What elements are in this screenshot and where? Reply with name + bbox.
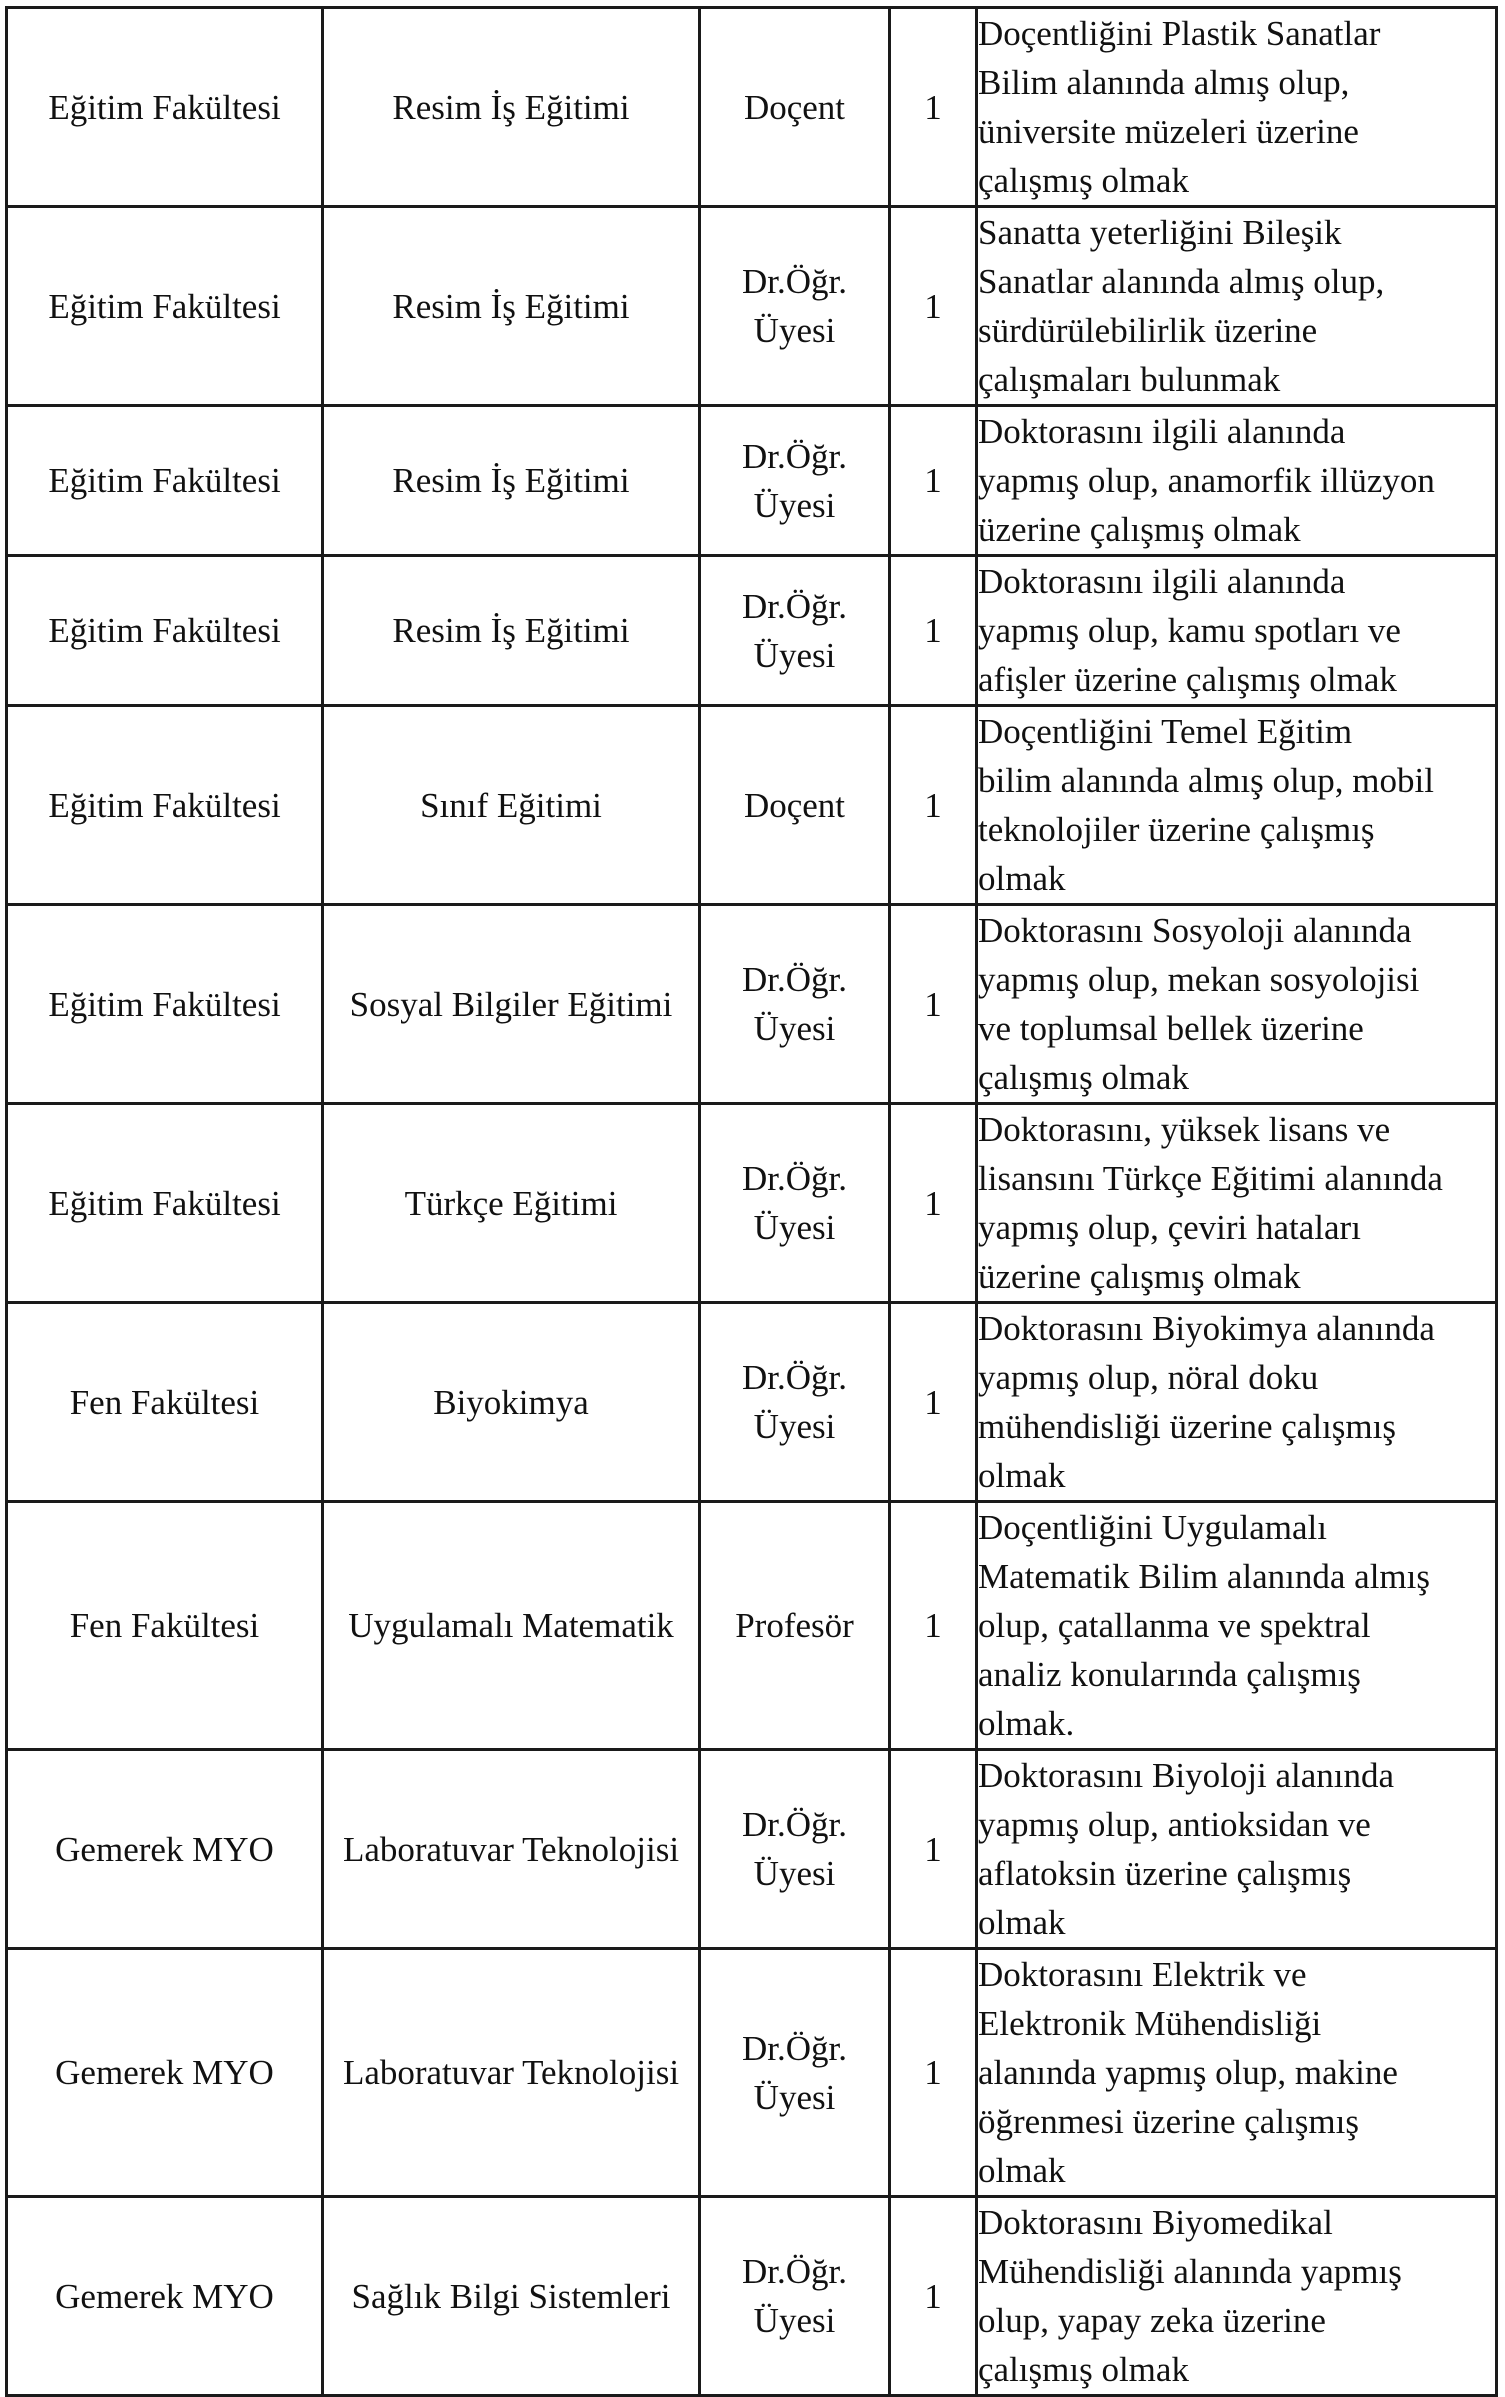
title-line: Dr.Öğr.	[742, 586, 847, 626]
faculty-cell: Fen Fakültesi	[7, 1303, 323, 1502]
description-line: Doktorasını ilgili alanında	[978, 412, 1346, 451]
count-cell: 1	[890, 1750, 977, 1949]
description-line: Sanatlar alanında almış olup,	[978, 262, 1385, 301]
count-cell: 1	[890, 1502, 977, 1750]
count-cell: 1	[890, 905, 977, 1104]
description-line: Sanatta yeterliğini Bileşik	[978, 213, 1342, 252]
department-cell: Sınıf Eğitimi	[323, 706, 700, 905]
description-line: Matematik Bilim alanında almış	[978, 1557, 1430, 1596]
faculty-cell: Gemerek MYO	[7, 1949, 323, 2197]
department-cell: Laboratuvar Teknolojisi	[323, 1750, 700, 1949]
description-line: Doktorasını, yüksek lisans ve	[978, 1110, 1391, 1149]
description-line: Doçentliğini Uygulamalı	[978, 1508, 1327, 1547]
description-line: Doktorasını Biyokimya alanında	[978, 1309, 1435, 1348]
department-cell: Resim İş Eğitimi	[323, 406, 700, 556]
faculty-cell: Gemerek MYO	[7, 2197, 323, 2396]
description-line: Doktorasını Biyomedikal	[978, 2203, 1333, 2242]
count-cell: 1	[890, 556, 977, 706]
description-cell	[977, 1502, 1497, 1750]
table-row	[7, 1104, 1497, 1303]
count-cell: 1	[890, 207, 977, 406]
department-cell: Uygulamalı Matematik	[323, 1502, 700, 1750]
description-line: Doktorasını Sosyoloji alanında	[978, 911, 1412, 950]
description-cell	[977, 556, 1497, 706]
table-row	[7, 8, 1497, 207]
faculty-cell: Eğitim Fakültesi	[7, 8, 323, 207]
department-cell: Resim İş Eğitimi	[323, 556, 700, 706]
table-row	[7, 1303, 1497, 1502]
title-line: Üyesi	[753, 1208, 836, 1247]
description-line: ve toplumsal bellek üzerine	[978, 1009, 1364, 1048]
description-cell	[977, 1949, 1497, 2197]
description-line: teknolojiler üzerine çalışmış	[978, 810, 1375, 849]
description-cell	[977, 1303, 1497, 1502]
title-cell	[700, 905, 890, 1104]
description-line: Doçentliğini Plastik Sanatlar	[978, 14, 1381, 53]
department-cell: Sosyal Bilgiler Eğitimi	[323, 905, 700, 1104]
faculty-cell: Eğitim Fakültesi	[7, 556, 323, 706]
faculty-cell: Eğitim Fakültesi	[7, 905, 323, 1104]
positions-table-body	[7, 8, 1497, 2396]
table-row	[7, 1502, 1497, 1750]
description-line: yapmış olup, nöral doku	[978, 1358, 1319, 1397]
table-row	[7, 706, 1497, 905]
description-line: yapmış olup, anamorfik illüzyon	[978, 461, 1435, 500]
description-line: üzerine çalışmış olmak	[978, 1257, 1301, 1296]
description-line: lisansını Türkçe Eğitimi alanında	[978, 1159, 1443, 1198]
description-cell	[977, 207, 1497, 406]
title-line: Üyesi	[753, 2077, 836, 2117]
description-line: yapmış olup, kamu spotları ve	[978, 611, 1401, 650]
title-line: Dr.Öğr.	[742, 2028, 847, 2068]
count-cell: 1	[890, 706, 977, 905]
description-line: olup, yapay zeka üzerine	[978, 2301, 1326, 2340]
count-cell: 1	[890, 1303, 977, 1502]
description-line: çalışmış olmak	[978, 2350, 1189, 2389]
title-line: Profesör	[735, 1606, 854, 1645]
title-cell	[700, 207, 890, 406]
title-line: Doçent	[743, 87, 846, 127]
title-line: Dr.Öğr.	[742, 1159, 847, 1198]
title-cell	[700, 706, 890, 905]
faculty-cell: Fen Fakültesi	[7, 1502, 323, 1750]
department-cell: Resim İş Eğitimi	[323, 8, 700, 207]
description-cell	[977, 905, 1497, 1104]
count-cell: 1	[890, 1104, 977, 1303]
description-cell	[977, 706, 1497, 905]
description-line: olup, çatallanma ve spektral	[978, 1606, 1371, 1645]
department-cell: Sağlık Bilgi Sistemleri	[323, 2197, 700, 2396]
description-line: olmak	[978, 2151, 1066, 2190]
description-line: çalışmaları bulunmak	[978, 360, 1281, 399]
description-line: olmak.	[978, 1704, 1075, 1743]
title-line: Üyesi	[753, 635, 836, 675]
positions-table	[5, 6, 1498, 2397]
table-row	[7, 905, 1497, 1104]
title-cell	[700, 2197, 890, 2396]
description-line: yapmış olup, çeviri hataları	[978, 1208, 1361, 1247]
title-line: Üyesi	[753, 311, 836, 350]
count-cell: 1	[890, 8, 977, 207]
title-line: Üyesi	[753, 1009, 836, 1048]
description-cell	[977, 406, 1497, 556]
table-row	[7, 2197, 1497, 2396]
description-line: olmak	[978, 1903, 1066, 1942]
title-cell	[700, 1949, 890, 2197]
description-cell	[977, 1750, 1497, 1949]
title-line: Dr.Öğr.	[742, 1805, 847, 1844]
title-line: Dr.Öğr.	[742, 262, 847, 301]
title-line: Dr.Öğr.	[742, 1358, 847, 1397]
description-line: olmak	[978, 859, 1066, 898]
count-cell: 1	[890, 406, 977, 556]
table-row	[7, 406, 1497, 556]
title-line: Üyesi	[753, 485, 836, 525]
faculty-cell: Gemerek MYO	[7, 1750, 323, 1949]
title-line: Dr.Öğr.	[742, 960, 847, 999]
description-line: Doktorasını Biyoloji alanında	[978, 1756, 1395, 1795]
description-cell	[977, 2197, 1497, 2396]
title-cell	[700, 1750, 890, 1949]
faculty-cell: Eğitim Fakültesi	[7, 706, 323, 905]
title-line: Üyesi	[753, 1854, 836, 1893]
description-line: yapmış olup, mekan sosyolojisi	[978, 960, 1420, 999]
count-cell: 1	[890, 2197, 977, 2396]
title-cell	[700, 1303, 890, 1502]
description-line: Doktorasını ilgili alanında	[978, 562, 1346, 601]
table-row	[7, 556, 1497, 706]
description-line: afişler üzerine çalışmış olmak	[978, 660, 1397, 699]
title-cell	[700, 556, 890, 706]
description-line: Doktorasını Elektrik ve	[978, 1955, 1307, 1994]
title-line: Dr.Öğr.	[742, 436, 847, 476]
faculty-cell: Eğitim Fakültesi	[7, 1104, 323, 1303]
count-cell: 1	[890, 1949, 977, 2197]
description-line: Bilim alanında almış olup,	[978, 63, 1350, 102]
description-line: üzerine çalışmış olmak	[978, 510, 1301, 549]
table-row	[7, 1949, 1497, 2197]
description-line: olmak	[978, 1456, 1066, 1495]
description-line: analiz konularında çalışmış	[978, 1655, 1361, 1694]
description-line: Mühendisliği alanında yapmış	[978, 2252, 1402, 2291]
description-line: üniversite müzeleri üzerine	[978, 112, 1359, 151]
description-line: Elektronik Mühendisliği	[978, 2004, 1322, 2043]
title-cell	[700, 1502, 890, 1750]
description-line: aflatoksin üzerine çalışmış	[978, 1854, 1352, 1893]
description-line: çalışmış olmak	[978, 161, 1189, 200]
title-cell	[700, 1104, 890, 1303]
title-line: Doçent	[743, 785, 846, 825]
title-line: Dr.Öğr.	[742, 2252, 847, 2291]
description-line: yapmış olup, antioksidan ve	[978, 1805, 1371, 1844]
department-cell: Biyokimya	[323, 1303, 700, 1502]
table-row	[7, 207, 1497, 406]
table-row	[7, 1750, 1497, 1949]
description-cell	[977, 1104, 1497, 1303]
description-line: Doçentliğini Temel Eğitim	[978, 712, 1353, 751]
title-line: Üyesi	[753, 1407, 836, 1446]
description-line: bilim alanında almış olup, mobil	[978, 761, 1434, 800]
title-cell	[700, 8, 890, 207]
title-line: Üyesi	[753, 2301, 836, 2340]
description-line: mühendisliği üzerine çalışmış	[978, 1407, 1396, 1446]
title-cell	[700, 406, 890, 556]
department-cell: Laboratuvar Teknolojisi	[323, 1949, 700, 2197]
faculty-cell: Eğitim Fakültesi	[7, 406, 323, 556]
department-cell: Türkçe Eğitimi	[323, 1104, 700, 1303]
description-line: öğrenmesi üzerine çalışmış	[978, 2102, 1359, 2141]
faculty-cell: Eğitim Fakültesi	[7, 207, 323, 406]
description-line: alanında yapmış olup, makine	[978, 2053, 1398, 2092]
department-cell: Resim İş Eğitimi	[323, 207, 700, 406]
description-line: sürdürülebilirlik üzerine	[978, 311, 1318, 350]
description-line: çalışmış olmak	[978, 1058, 1189, 1097]
description-cell	[977, 8, 1497, 207]
